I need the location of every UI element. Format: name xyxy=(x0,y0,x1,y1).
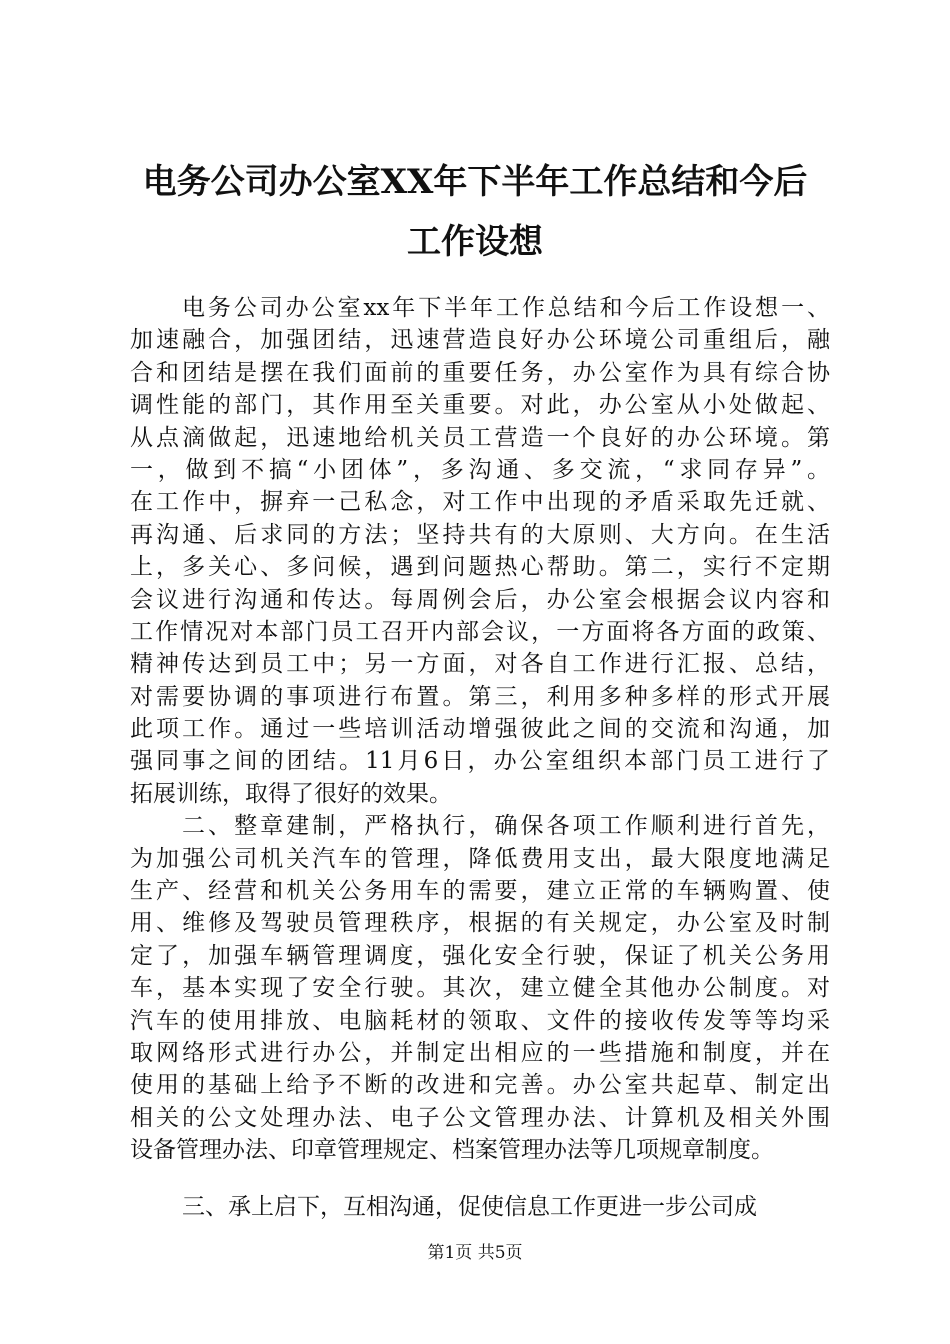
body-line: 相关的公文处理办法、电子公文管理办法、计算机及相关外围 xyxy=(130,1104,830,1131)
body-line: 三、承上启下，互相沟通，促使信息工作更进一步公司成 xyxy=(182,1193,757,1220)
body-line: 设备管理办法、印章管理规定、档案管理办法等几项规章制度。 xyxy=(130,1137,774,1164)
page-footer: 第1页 共5页 xyxy=(427,1243,523,1263)
body-line: 在工作中，摒弃一己私念，对工作中出现的矛盾采取先迁就、 xyxy=(130,489,830,516)
body-line: 对需要协调的事项进行布置。第三，利用多种多样的形式开展 xyxy=(130,683,830,710)
body-line: 上，多关心、多问候，遇到问题热心帮助。第二，实行不定期 xyxy=(130,554,830,581)
document-title-line-2: 工作设想 xyxy=(407,222,543,262)
paragraph-gap xyxy=(130,1167,830,1191)
body-line: 合和团结是摆在我们面前的重要任务，办公室作为具有综合协 xyxy=(130,359,830,386)
body-line: 二、整章建制，严格执行，确保各项工作顺利进行首先， xyxy=(182,813,830,840)
body-line: 会议进行沟通和传达。每周例会后，办公室会根据会议内容和 xyxy=(130,586,830,613)
body-line: 工作情况对本部门员工召开内部会议，一方面将各方面的政策、 xyxy=(130,618,830,645)
document-body xyxy=(130,292,830,1223)
body-line: 车，基本实现了安全行驶。其次，建立健全其他办公制度。对 xyxy=(130,975,830,1002)
body-line: 调性能的部门，其作用至关重要。对此，办公室从小处做起、 xyxy=(130,392,830,419)
body-line: 生产、经营和机关公务用车的需要，建立正常的车辆购置、使 xyxy=(130,878,830,905)
body-line: 使用的基础上给予不断的改进和完善。办公室共起草、制定出 xyxy=(130,1072,830,1099)
body-line: 此项工作。通过一些培训活动增强彼此之间的交流和沟通，加 xyxy=(130,716,830,743)
body-line: 为加强公司机关汽车的管理，降低费用支出，最大限度地满足 xyxy=(130,845,830,872)
body-line: 加速融合，加强团结，迅速营造良好办公环境公司重组后，融 xyxy=(130,327,830,354)
body-line: 电务公司办公室xx年下半年工作总结和今后工作设想一、 xyxy=(182,295,830,321)
body-line: 一，做到不搞“小团体”，多沟通、多交流，“求同存异”。 xyxy=(130,456,830,483)
body-line: 再沟通、后求同的方法；坚持共有的大原则、大方向。在生活 xyxy=(130,521,830,548)
body-line: 汽车的使用排放、电脑耗材的领取、文件的接收传发等等均采 xyxy=(130,1007,830,1034)
body-line: 定了，加强车辆管理调度，强化安全行驶，保证了机关公务用 xyxy=(130,942,830,969)
body-line: 从点滴做起，迅速地给机关员工营造一个良好的办公环境。第 xyxy=(130,424,830,451)
body-line: 用、维修及驾驶员管理秩序，根据的有关规定，办公室及时制 xyxy=(130,910,830,937)
body-line: 拓展训练，取得了很好的效果。 xyxy=(130,780,452,807)
body-line: 精神传达到员工中；另一方面，对各自工作进行汇报、总结， xyxy=(130,651,830,678)
body-line: 强同事之间的团结。11月6日，办公室组织本部门员工进行了 xyxy=(130,748,830,775)
document-title-line-1: 电务公司办公室XX年下半年工作总结和今后 xyxy=(142,162,808,202)
body-line: 取网络形式进行办公，并制定出相应的一些措施和制度，并在 xyxy=(130,1039,830,1066)
